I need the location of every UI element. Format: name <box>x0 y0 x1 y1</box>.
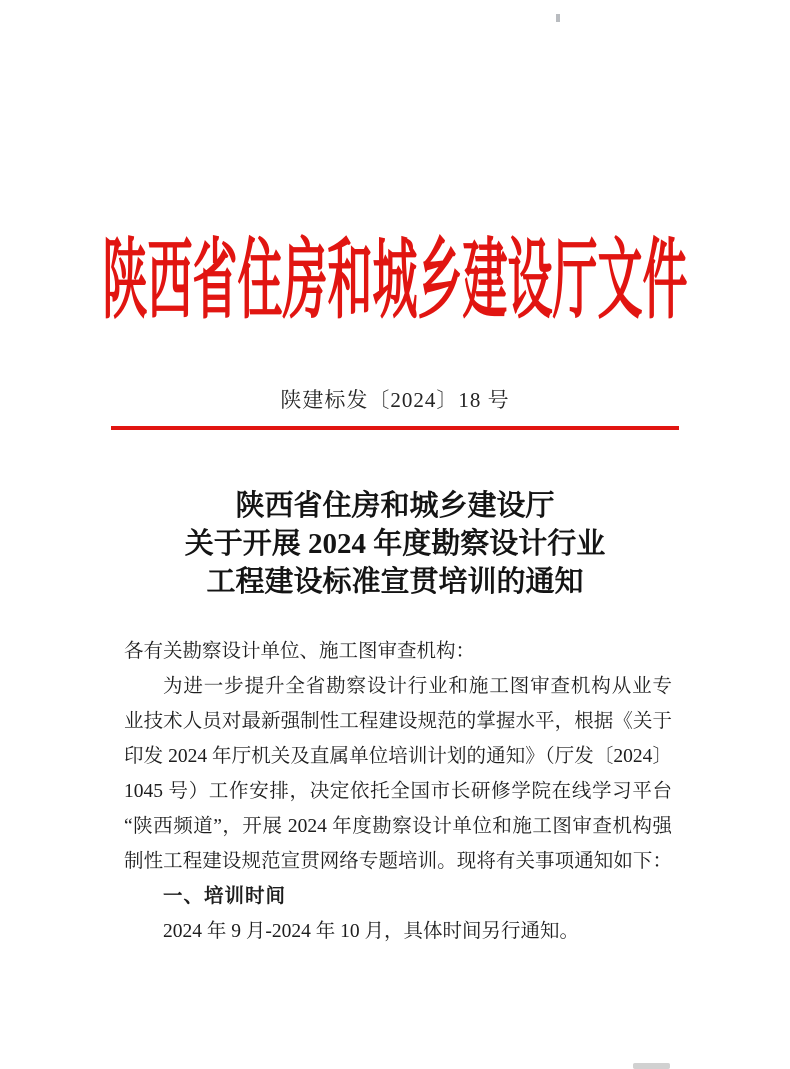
document-number: 陕建标发〔2024〕18 号 <box>280 388 510 412</box>
notice-title-line-3: 工程建设标准宣贯培训的通知 <box>206 566 584 598</box>
body-line: 印发 2024 年厅机关及直属单位培训计划的通知》（厅发〔2024〕 <box>124 746 672 767</box>
notice-title <box>0 487 790 601</box>
agency-red-header-title: 陕西省住房和城乡建设厅文件 <box>102 232 688 330</box>
notice-title-line-2: 关于开展 2024 年度勘察设计行业 <box>184 528 606 560</box>
scan-artifact-top <box>556 14 560 22</box>
body-line: 1045 号）工作安排，决定依托全国市长研修学院在线学习平台 <box>124 781 672 802</box>
body-line: 业技术人员对最新强制性工程建设规范的掌握水平，根据《关于 <box>124 711 672 732</box>
body-line: 2024 年 9 月-2024 年 10 月，具体时间另行通知。 <box>163 921 579 942</box>
red-divider-line <box>111 426 679 430</box>
body-line: 制性工程建设规范宣贯网络专题培训。现将有关事项通知如下： <box>124 851 672 872</box>
notice-title-line-1: 陕西省住房和城乡建设厅 <box>235 490 555 522</box>
document-body <box>124 634 672 949</box>
salutation-line: 各有关勘察设计单位、施工图审查机构： <box>124 641 476 662</box>
body-line: 为进一步提升全省勘察设计行业和施工图审查机构从业专 <box>163 676 672 697</box>
section-heading-training-time: 一、培训时间 <box>163 885 287 907</box>
body-line: “陕西频道”，开展 2024 年度勘察设计单位和施工图审查机构强 <box>124 816 672 837</box>
scan-artifact-bottom <box>633 1063 670 1069</box>
